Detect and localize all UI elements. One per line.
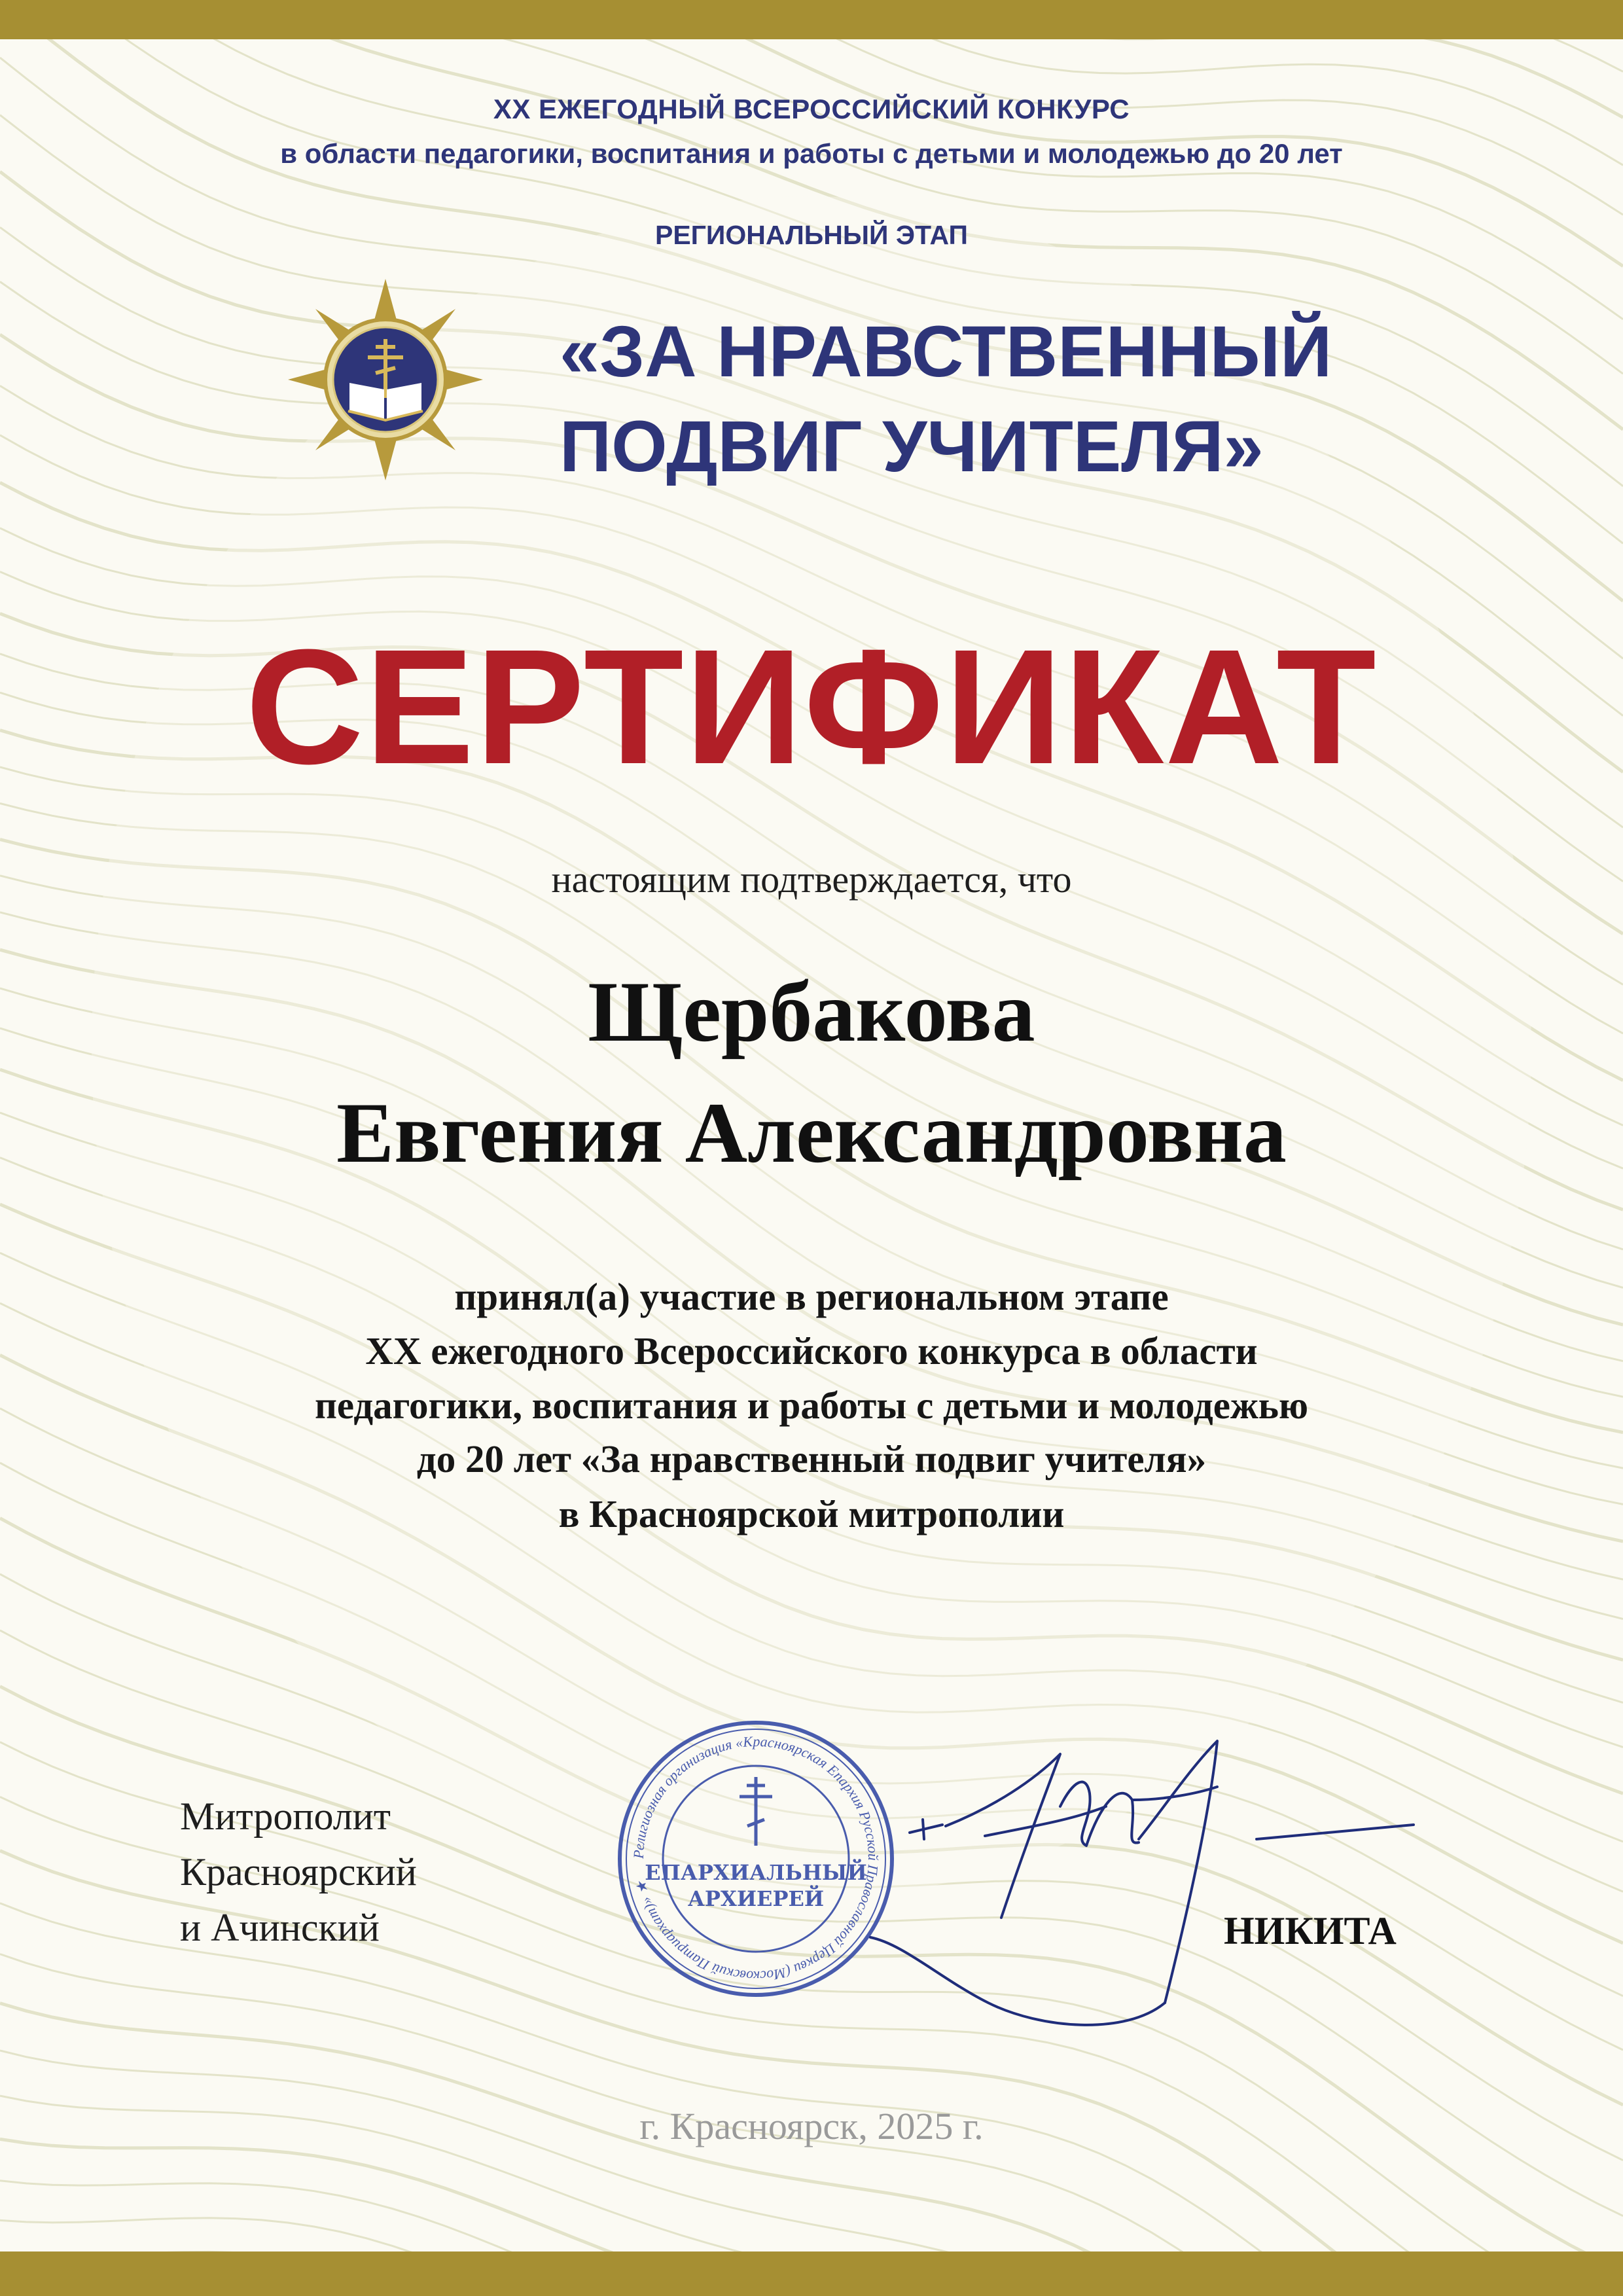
contest-header-line1: XX ЕЖЕГОДНЫЙ ВСЕРОССИЙСКИЙ КОНКУРС — [493, 94, 1130, 124]
place-and-date: г. Красноярск, 2025 г. — [639, 2105, 984, 2147]
participation-line-5: в Красноярской митрополии — [558, 1492, 1065, 1535]
participation-line-3: педагогики, воспитания и работы с детьми и молодежью — [314, 1384, 1309, 1427]
stamp-cross-icon — [740, 1777, 772, 1846]
signatory-title-line-3: и Ачинский — [180, 1906, 380, 1949]
regional-stage-label: РЕГИОНАЛЬНЫЙ ЭТАП — [654, 220, 969, 250]
handwritten-signature — [825, 1728, 1427, 2042]
top-gold-band — [0, 0, 1623, 39]
contest-name-line1: «ЗА НРАВСТВЕННЫЙ — [560, 312, 1332, 392]
stamp-center-line2: АРХИЕРЕЙ — [687, 1886, 825, 1911]
contest-emblem-icon — [284, 275, 487, 484]
certificate-title: СЕРТИФИКАТ — [245, 615, 1378, 798]
participation-line-2: XX ежегодного Всероссийского конкурса в области — [365, 1329, 1258, 1372]
signatory-title-line-1: Митрополит — [180, 1795, 391, 1838]
signatory-title-line-2: Красноярский — [180, 1850, 417, 1893]
signatory-name: НИКИТА — [1224, 1909, 1397, 1952]
contest-name-line2: ПОДВИГ УЧИТЕЛЯ» — [560, 406, 1264, 487]
recipient-surname: Щербакова — [588, 963, 1035, 1060]
stamp-ring-text: Религиозная организация «Красноярская Епархия Русской Православной Церкви (Московский Патриархат)» ★ — [630, 1732, 882, 1985]
participation-line-1: принял(а) участие в региональном этапе — [454, 1275, 1169, 1318]
participation-line-4: до 20 лет «За нравственный подвиг учителя» — [416, 1437, 1207, 1480]
stamp-center-line1: ЕПАРХИАЛЬНЫЙ — [645, 1860, 867, 1885]
confirmation-text: настоящим подтверждается, что — [551, 858, 1072, 901]
bottom-gold-band — [0, 2251, 1623, 2296]
contest-header-line2: в области педагогики, воспитания и работы с детьми и молодежью до 20 лет — [280, 138, 1343, 169]
recipient-given-names: Евгения Александровна — [336, 1085, 1287, 1181]
